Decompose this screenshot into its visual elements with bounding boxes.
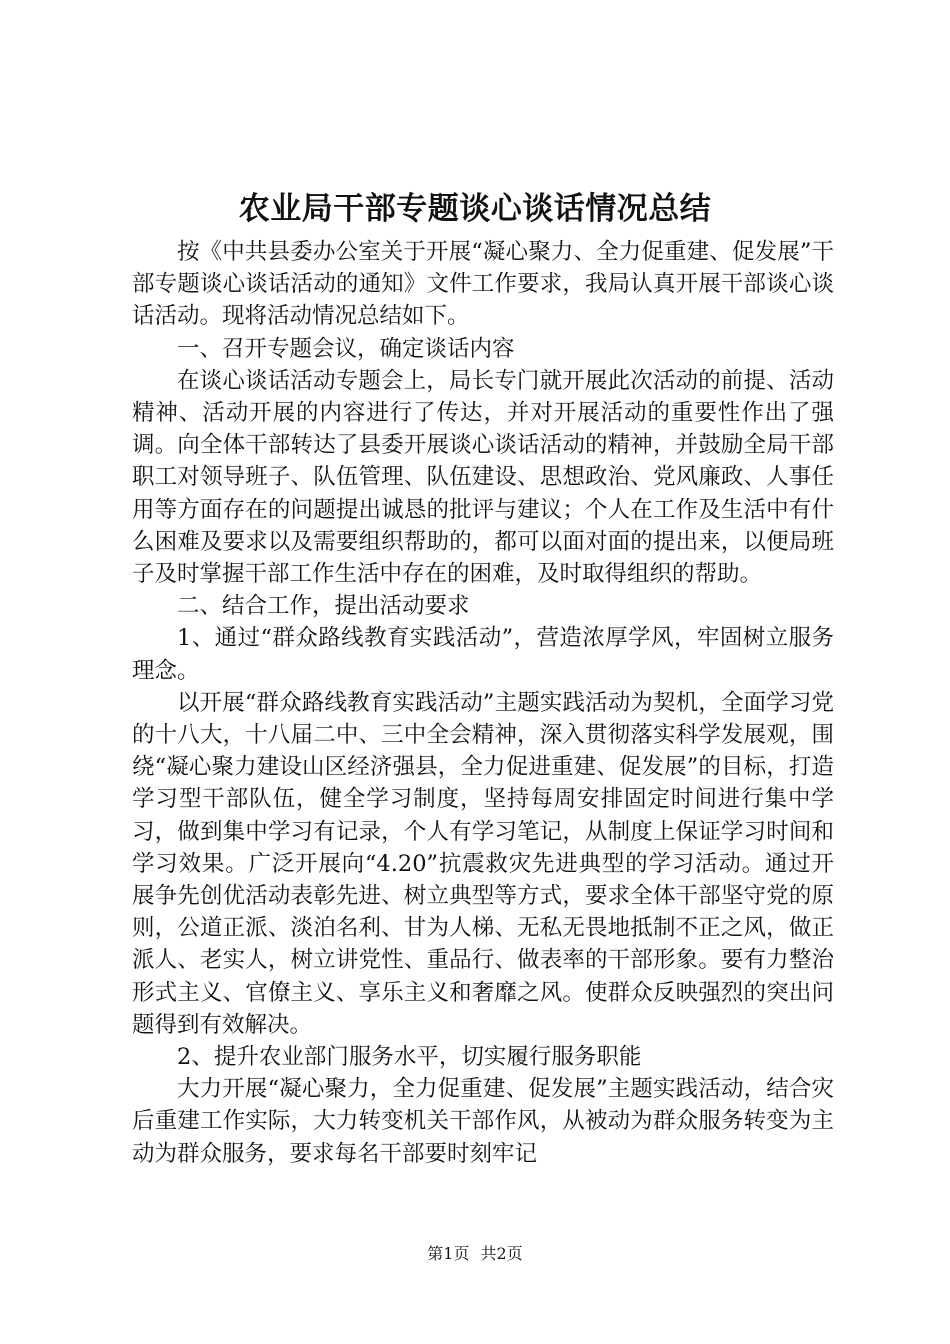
subsection-2-heading: 2、提升农业部门服务水平，切实履行服务职能	[177, 1044, 642, 1071]
intro-paragraph: 按《中共县委办公室关于开展“凝心聚力、全力促重建、促发展”干部专题谈心谈话活动的通知》文件工作要求，我局认真开展干部谈心谈话活动。现将活动情况总结如下。	[132, 239, 834, 330]
section-heading-1: 一、召开专题会议，确定谈话内容	[177, 335, 515, 362]
subsection-1-paragraph: 以开展“群众路线教育实践活动”主题实践活动为契机，全面学习党的十八大，十八届二中、三中全会精神，深入贯彻落实科学发展观，围绕“凝心聚力建设山区经济强县，全力促进重建、促发展”的目标，打造学习型干部队伍，健全学习制度，坚持每周安排固定时间进行集中学习，做到集中学习有记录，个人有学习笔记，从制度上保证学习时间和学习效果。广泛开展向“4.20”抗震救灾先进典型的学习活动。通过开展争先创优活动表彰先进、树立典型等方式，要求全体干部坚守党的原则，公道正派、淡泊名利、甘为人梯、无私无畏地抵制不正之风，做正派人、老实人，树立讲党性、重品行、做表率的干部形象。要有力整治形式主义、官僚主义、享乐主义和奢靡之风。使群众反映强烈的突出问题得到有效解决。	[132, 689, 834, 1038]
page-footer	[0, 1243, 950, 1265]
page-total: 共2页	[480, 1244, 523, 1263]
section-1-paragraph: 在谈心谈话活动专题会上，局长专门就开展此次活动的前提、活动精神、活动开展的内容进行了传达，并对开展活动的重要性作出了强调。向全体干部转达了县委开展谈心谈话活动的精神，并鼓励全局干部职工对领导班子、队伍管理、队伍建设、思想政治、党风廉政、人事任用等方面存在的问题提出诚恳的批评与建议；个人在工作及生活中有什么困难及要求以及需要组织帮助的，都可以面对面的提出来，以便局班子及时掌握干部工作生活中存在的困难，及时取得组织的帮助。	[132, 367, 834, 588]
subsection-2-paragraph: 大力开展“凝心聚力，全力促重建、促发展”主题实践活动，结合灾后重建工作实际，大力转变机关干部作风，从被动为群众服务转变为主动为群众服务，要求每名干部要时刻牢记	[132, 1076, 834, 1167]
document-body	[132, 236, 834, 1170]
document-title: 农业局干部专题谈心谈话情况总结	[238, 191, 712, 227]
page-number: 第1页	[427, 1244, 470, 1263]
section-heading-2: 二、结合工作，提出活动要求	[177, 593, 470, 620]
subsection-1-heading: 1、通过“群众路线教育实践活动”，营造浓厚学风，牢固树立服务理念。	[132, 625, 834, 684]
